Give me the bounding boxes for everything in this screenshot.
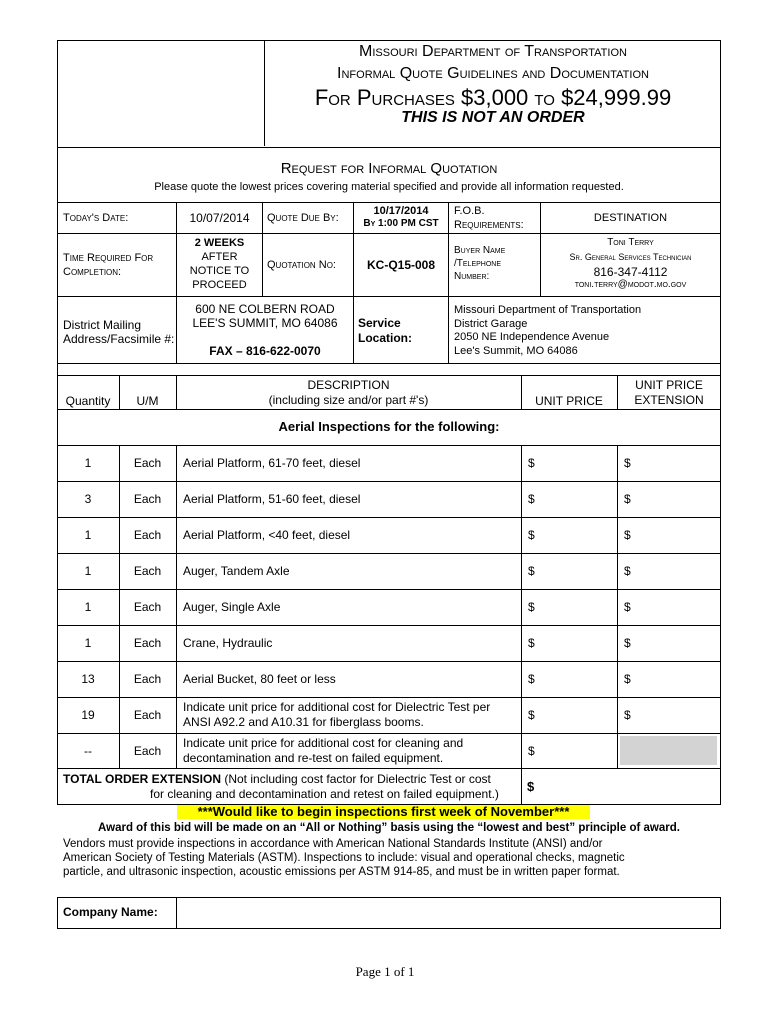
- header-agency: Missouri Department of Transportation: [359, 43, 627, 60]
- buyer-label-2: /Telephone: [454, 258, 502, 269]
- row-extension[interactable]: $: [624, 672, 631, 686]
- row-quantity: 1: [84, 528, 92, 542]
- row-quantity: 19: [81, 708, 95, 722]
- header-divider: [264, 40, 265, 146]
- logo-area: [60, 44, 260, 144]
- vendors-note-3: particle, and ultrasonic inspection, acoustic emissions per ASTM 914-85, and must be in written paper format.: [63, 866, 620, 878]
- buyer-label-3: Number:: [454, 271, 490, 282]
- row-extension[interactable]: $: [624, 456, 631, 470]
- col-quantity: Quantity: [65, 394, 111, 408]
- completion-label: Completion:: [63, 266, 122, 278]
- buyer-label-1: Buyer Name: [454, 245, 506, 256]
- quote-due-date: 10/17/2014: [373, 205, 429, 217]
- row-description: Aerial Platform, <40 feet, diesel: [183, 527, 351, 542]
- col-um: U/M: [136, 394, 159, 408]
- row-unit: Each: [133, 708, 162, 722]
- time-required-label: Time Required For: [63, 252, 154, 264]
- col-extension-2: EXTENSION: [634, 393, 704, 407]
- col-description: DESCRIPTION: [307, 378, 390, 392]
- row-quantity: 13: [81, 672, 95, 686]
- inspection-start-text: ***Would like to begin inspections first week of November***: [197, 804, 570, 819]
- inspection-start-banner: [177, 805, 590, 819]
- total-note-2: for cleaning and decontamination and retest on failed equipment.): [150, 787, 499, 801]
- row-unit: Each: [133, 564, 162, 578]
- col-unit-price: UNIT PRICE: [535, 394, 603, 408]
- row-description: Auger, Single Axle: [183, 599, 281, 614]
- service-location-label-1: Service: [358, 316, 401, 330]
- row-description: Crane, Hydraulic: [183, 635, 273, 650]
- row-unit: Each: [133, 600, 162, 614]
- row-unit: Each: [133, 743, 162, 758]
- quotation-no-value: KC-Q15-008: [366, 258, 436, 272]
- fob-requirements-label: Requirements:: [454, 219, 524, 231]
- vendors-note-1: Vendors must provide inspections in accordance with American National Standards Institute (ANSI) and/or: [63, 838, 603, 850]
- fob-destination: DESTINATION: [593, 212, 668, 224]
- row-description: Indicate unit price for additional cost for cleaning and: [183, 735, 464, 750]
- award-note: Award of this bid will be made on an “All or Nothing” basis using the “lowest and best” principle of award.: [98, 822, 680, 834]
- row-unit-price[interactable]: $: [528, 600, 535, 614]
- row-unit-price[interactable]: $: [528, 708, 535, 722]
- header-purchase-range: For Purchases $3,000 to $24,999.99: [314, 85, 672, 110]
- row-quantity: 3: [84, 492, 92, 506]
- row-quantity: 1: [84, 600, 92, 614]
- quote-due-label: Quote Due By:: [267, 212, 339, 224]
- fob-label: F.O.B.: [454, 205, 485, 217]
- row-extension[interactable]: $: [624, 708, 631, 722]
- row-description: Auger, Tandem Axle: [183, 563, 290, 578]
- row-unit: Each: [133, 636, 162, 650]
- row-extension[interactable]: $: [624, 492, 631, 506]
- time-required-line-4: PROCEED: [192, 279, 247, 291]
- row-description: ANSI A92.2 and A10.31 for fiberglass booms.: [183, 715, 424, 729]
- quote-due-time: By 1:00 PM CST: [363, 218, 439, 229]
- district-address-1: 600 NE COLBERN ROAD: [195, 302, 335, 316]
- company-name-label: Company Name:: [63, 905, 158, 919]
- row-description: decontamination and re-test on failed equipment.: [183, 750, 444, 765]
- row-unit: Each: [133, 456, 162, 470]
- row-extension[interactable]: $: [624, 600, 631, 614]
- page-number: Page 1 of 1: [355, 964, 415, 979]
- row-quantity: 1: [84, 456, 92, 470]
- district-fax: FAX – 816-622-0070: [209, 344, 321, 358]
- row-extension[interactable]: $: [624, 564, 631, 578]
- header-not-order: THIS IS NOT AN ORDER: [401, 109, 585, 126]
- row-unit-price[interactable]: $: [528, 636, 535, 650]
- row-unit-price[interactable]: $: [528, 528, 535, 542]
- row-unit-price[interactable]: $: [528, 456, 535, 470]
- row-unit: Each: [133, 492, 162, 506]
- district-address-2: LEE'S SUMMIT, MO 64086: [192, 316, 338, 330]
- total-label: TOTAL ORDER EXTENSION: [63, 772, 222, 786]
- row-unit-price[interactable]: $: [528, 672, 535, 686]
- district-label-2: Address/Facsimile #:: [63, 332, 175, 346]
- total-value[interactable]: $: [527, 779, 535, 794]
- header-guidelines: Informal Quote Guidelines and Documentation: [337, 65, 649, 82]
- row-unit-price[interactable]: $: [528, 492, 535, 506]
- service-address-1: Missouri Department of Transportation: [454, 304, 642, 316]
- total-note-1: (Not including cost factor for Dielectric Test or cost: [221, 772, 491, 786]
- company-name-field[interactable]: [180, 899, 718, 927]
- section-title: Aerial Inspections for the following:: [278, 419, 500, 434]
- col-description-note: (including size and/or part #'s): [268, 393, 429, 407]
- row-unit-price[interactable]: $: [528, 743, 535, 758]
- row-description: Aerial Platform, 51-60 feet, diesel: [183, 491, 361, 506]
- todays-date-value: 10/07/2014: [189, 211, 250, 225]
- service-address-3: 2050 NE Independence Avenue: [454, 331, 610, 343]
- row-quantity: --: [84, 743, 92, 758]
- buyer-title: Sr. General Services Technician: [569, 252, 692, 262]
- row-description: Indicate unit price for additional cost for Dielectric Test per: [183, 700, 491, 714]
- row-quantity: 1: [84, 564, 92, 578]
- time-required-line-1: 2 WEEKS: [194, 237, 245, 249]
- row-unit: Each: [133, 528, 162, 542]
- time-required-line-3: NOTICE TO: [189, 265, 250, 277]
- buyer-phone: 816-347-4112: [593, 265, 668, 279]
- district-label-1: District Mailing: [63, 318, 142, 332]
- service-address-2: District Garage: [454, 318, 528, 330]
- request-subtitle: Please quote the lowest prices covering material specified and provide all information requested.: [154, 181, 624, 193]
- quotation-no-label: Quotation No:: [267, 259, 336, 271]
- buyer-email[interactable]: toni.terry@modot.mo.gov: [574, 279, 687, 290]
- row-description: Aerial Platform, 61-70 feet, diesel: [183, 455, 361, 470]
- service-location-label-2: Location:: [358, 331, 412, 345]
- row-extension[interactable]: $: [624, 528, 631, 542]
- vendors-note-2: American Society of Testing Materials (ASTM). Inspections to include: visual and operational checks, magnetic: [63, 852, 625, 864]
- time-required-line-2: AFTER: [201, 251, 238, 263]
- total-label-line: [63, 772, 491, 786]
- buyer-name: Toni Terry: [607, 237, 654, 248]
- col-extension-1: UNIT PRICE: [635, 378, 703, 392]
- row-quantity: 1: [84, 636, 92, 650]
- row-unit: Each: [133, 672, 162, 686]
- todays-date-label: Today's Date:: [63, 212, 129, 224]
- row-extension[interactable]: $: [624, 636, 631, 650]
- row-extension-disabled: [620, 736, 717, 765]
- row-description: Aerial Bucket, 80 feet or less: [183, 671, 336, 686]
- service-address-4: Lee's Summit, MO 64086: [454, 345, 578, 357]
- row-unit-price[interactable]: $: [528, 564, 535, 578]
- request-title: Request for Informal Quotation: [280, 160, 498, 177]
